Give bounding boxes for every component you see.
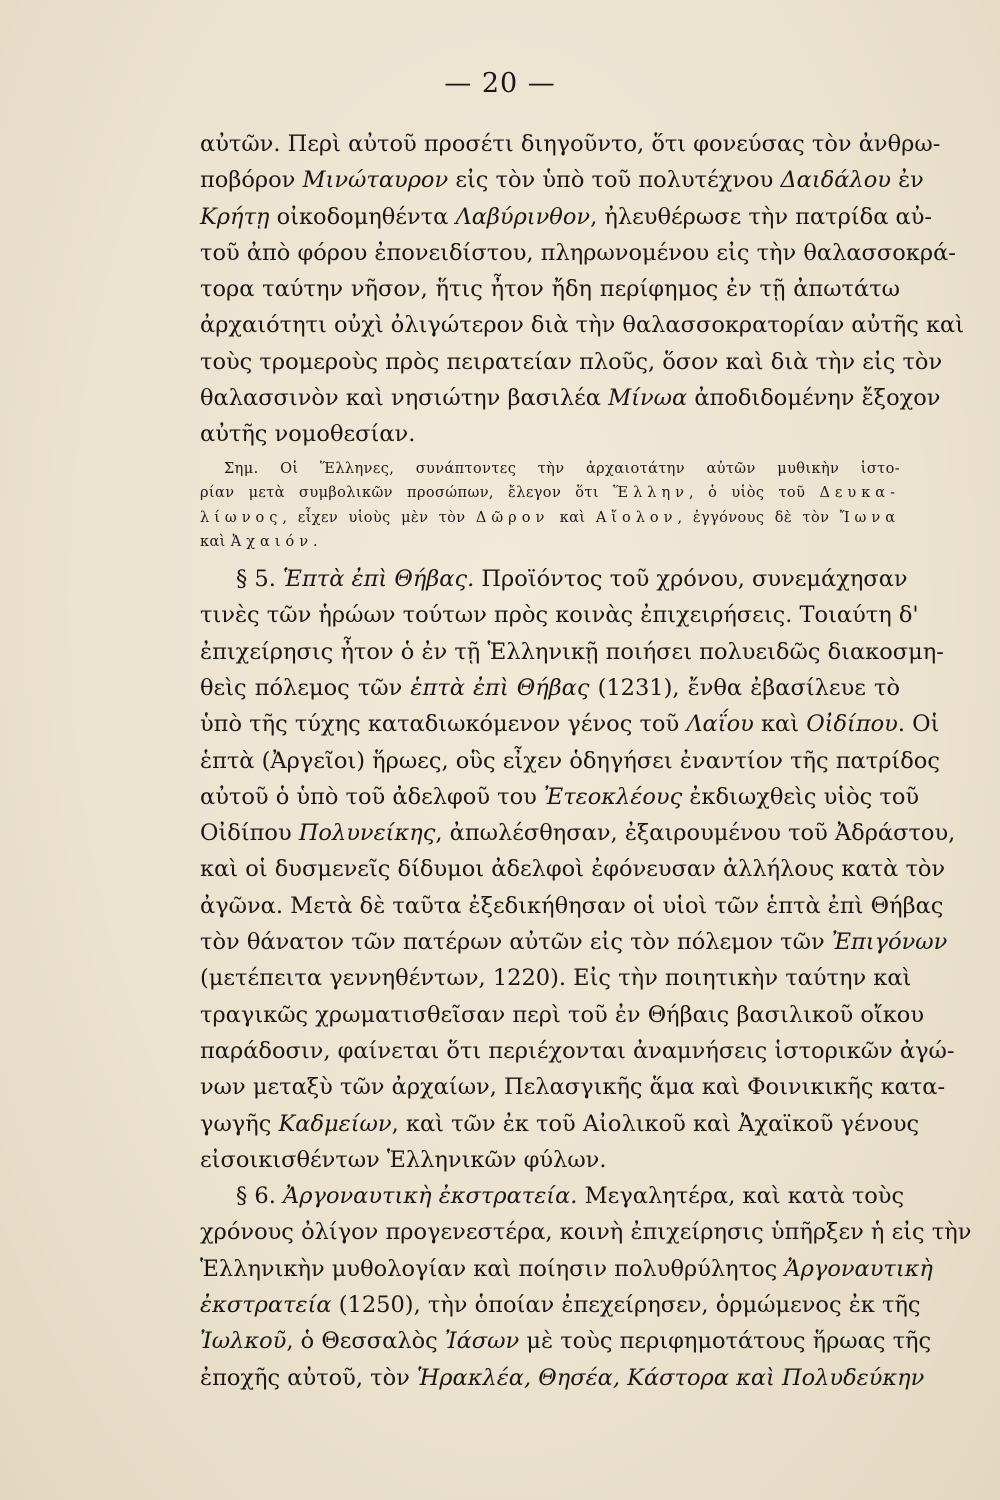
italic-name: Ἀργοναυτικὴ [784, 1255, 933, 1282]
text-line: τραγικῶς χρωματισθεῖσαν περὶ τοῦ ἐν Θήβαις βασιλικοῦ οἴκου [200, 1001, 924, 1028]
text-line: (μετέπειτα γεννηθέντων, 1220). Εἰς τὴν ποιητικὴν ταύτην καὶ [200, 965, 912, 992]
text-line: τοὺς τρομεροὺς πρὸς πειρατείαν πλοῦς, ὅσον καὶ διὰ τὴν εἰς τὸν [200, 348, 943, 375]
spaced-name: Αἴολον [595, 509, 678, 526]
italic-name: Πολυνείκης [298, 820, 436, 847]
note-line: Σημ. Οἱ Ἕλληνες, συνάπτοντες τὴν ἀρχαιοτάτην αὐτῶν μυθικὴν ἱστο- [224, 460, 900, 477]
italic-name: ἐκστρατεία [200, 1291, 332, 1318]
text-line: χρόνους ὀλίγον προγενεστέρα, κοινὴ ἐπιχείρησις ὑπῆρξεν ἡ εἰς τὴν [200, 1219, 972, 1246]
text-line: Κρήτῃ οἰκοδομηθέντα Λαβύρινθον, ἠλευθέρωσε τὴν πατρίδα αὐ- [200, 203, 933, 230]
text-line: τὸν θάνατον τῶν πατέρων αὐτῶν εἰς τὸν πόλεμον τῶν Ἐπιγόνων [200, 929, 948, 956]
italic-name: Κρήτῃ [200, 203, 270, 230]
section-5 [200, 561, 956, 1178]
italic-name: Δαιδάλου [780, 167, 891, 194]
section-title: Ἀργοναυτικὴ ἐκστρατεία. [283, 1183, 578, 1210]
text-line: παράδοσιν, φαίνεται ὅτι περιέχονται ἀναμνήσεις ἱστορικῶν ἀγώ- [200, 1037, 955, 1064]
body-text [200, 126, 972, 1396]
note-line: καὶ Ἀχαιόν. [200, 534, 319, 551]
text-line: αὐτῆς νομοθεσίαν. [200, 421, 416, 448]
italic-name: Καδμείων [278, 1110, 392, 1137]
italic-name: Μινώταυρον [302, 167, 449, 194]
italic-name: Οἰδίπου [806, 711, 898, 738]
italic-name: Μίνωα [608, 385, 688, 412]
spaced-name: Δῶρον [475, 509, 550, 526]
italic-name: Λαΐου [686, 711, 754, 738]
text-line: ἀγῶνα. Μετὰ δὲ ταῦτα ἐξεδικήθησαν οἱ υἱοὶ τῶν ἑπτὰ ἐπὶ Θήβας [200, 892, 944, 919]
text-line: Ἰωλκοῦ, ὁ Θεσσαλὸς Ἰάσων μὲ τοὺς περιφημοτάτους ἥρωας τῆς [200, 1328, 932, 1355]
text-line: εἰσοικισθέντων Ἑλληνικῶν φύλων. [200, 1146, 607, 1173]
text-line: ἐπιχείρησις ἦτον ὁ ἐν τῇ Ἑλληνικῇ ποιήσει πολυειδῶς διακοσμη- [200, 638, 944, 665]
spaced-name: Ἕλλην [613, 485, 689, 502]
text-line: θαλασσινὸν καὶ νησιώτην βασιλέα Μίνωα ἀποδιδομένην ἔξοχον [200, 385, 941, 412]
page-number: — 20 — [444, 68, 556, 99]
text-line: ποβόρον Μινώταυρον εἰς τὸν ὑπὸ τοῦ πολυτέχνου Δαιδάλου ἐν [200, 167, 924, 194]
text-line: γωγῆς Καδμείων, καὶ τῶν ἐκ τοῦ Αἰολικοῦ καὶ Ἀχαϊκοῦ γένους [200, 1110, 920, 1137]
italic-name: Ἰάσων [444, 1328, 520, 1355]
italic-name: ἑπτὰ ἐπὶ Θήβας [410, 674, 590, 701]
text-line: θεὶς πόλεμος τῶν ἑπτὰ ἐπὶ Θήβας (1231), ἔνθα ἐβασίλευε τὸ [200, 674, 900, 701]
note-block [200, 457, 900, 555]
italic-name: Λαβύρινθον [455, 203, 591, 230]
italic-name: Ἡρακλέα, Θησέα, Κάστορα καὶ Πολυδεύκην [416, 1364, 925, 1391]
text-line: ἐποχῆς αὐτοῦ, τὸν Ἡρακλέα, Θησέα, Κάστορα καὶ Πολυδεύκην [200, 1364, 925, 1391]
section-title: Ἑπτὰ ἐπὶ Θήβας. [283, 566, 475, 593]
text-line: ὑπὸ τῆς τύχης καταδιωκόμενον γένος τοῦ Λαΐου καὶ Οἰδίπου. Οἱ [200, 711, 940, 738]
spaced-name: Δευκα- [819, 485, 900, 502]
text-line: ἀρχαιότητι οὐχὶ ὀλιγώτερον διὰ τὴν θαλασσοκρατορίαν αὐτῆς καὶ [200, 312, 965, 339]
italic-name: Ἐτεοκλέους [544, 783, 683, 810]
text-line: αὐτοῦ ὁ ὑπὸ τοῦ ἀδελφοῦ του Ἐτεοκλέους ἐκδιωχθεὶς υἱὸς τοῦ [200, 783, 920, 810]
note-line: ρίαν μετὰ συμβολικῶν προσώπων, ἔλεγον ὅτι Ἕλλην, ὁ υἱὸς τοῦ Δευκα- [200, 485, 900, 502]
text-line: τορα ταύτην νῆσον, ἥτις ἦτον ἤδη περίφημος ἐν τῇ ἀπωτάτω [200, 276, 900, 303]
text-line: Ἑλληνικὴν μυθολογίαν καὶ ποίησιν πολυθρύλητος Ἀργοναυτικὴ [200, 1255, 933, 1282]
text-line: τινὲς τῶν ἡρώων τούτων πρὸς κοινὰς ἐπιχειρήσεις. Τοιαύτη δ' [200, 602, 919, 629]
section-heading-line: § 6. Ἀργοναυτικὴ ἐκστρατεία. Μεγαλητέρα, καὶ κατὰ τοὺς [236, 1183, 905, 1210]
paragraph-minos [200, 126, 965, 453]
text-line: ἑπτὰ (Ἀργεῖοι) ἥρωες, οὓς εἶχεν ὁδηγήσει ἐναντίον τῆς πατρίδος [200, 747, 940, 774]
spaced-name: Ἀχαιόν [230, 534, 314, 551]
spaced-name: Ἴωνα [839, 509, 900, 526]
note-line: λίωνος, εἶχεν υἱοὺς μὲν τὸν Δῶρον καὶ Αἴολον, ἐγγόνους δὲ τὸν Ἴωνα [200, 509, 900, 526]
text-line: τοῦ ἀπὸ φόρου ἐπονειδίστου, πληρωνομένου εἰς τὴν θαλασσοκρά- [200, 239, 956, 266]
text-line: καὶ οἱ δυσμενεῖς δίδυμοι ἀδελφοὶ ἐφόνευσαν ἀλλήλους κατὰ τὸν [200, 856, 946, 883]
section-number: § 5. [236, 566, 276, 593]
text-line: ἐκστρατεία (1250), τὴν ὁποίαν ἐπεχείρησεν, ὁρμώμενος ἐκ τῆς [200, 1291, 921, 1318]
text-line: αὐτῶν. Περὶ αὐτοῦ προσέτι διηγοῦντο, ὅτι φονεύσας τὸν ἀνθρω- [200, 131, 941, 157]
italic-name: Ἐπιγόνων [831, 929, 948, 956]
italic-name: Ἰωλκοῦ [200, 1328, 287, 1355]
text-line: νων μεταξὺ τῶν ἀρχαίων, Πελασγικῆς ἅμα καὶ Φοινικικῆς κατα- [200, 1074, 946, 1101]
section-number: § 6. [236, 1183, 276, 1210]
section-heading-line: § 5. Ἑπτὰ ἐπὶ Θήβας. Προϊόντος τοῦ χρόνου, συνεμάχησαν [236, 566, 908, 593]
text-line: Οἰδίπου Πολυνείκης, ἀπωλέσθησαν, ἐξαιρουμένου τοῦ Ἀδράστου, [200, 820, 956, 847]
section-6 [200, 1178, 972, 1396]
spaced-name: λίωνος [200, 509, 283, 526]
